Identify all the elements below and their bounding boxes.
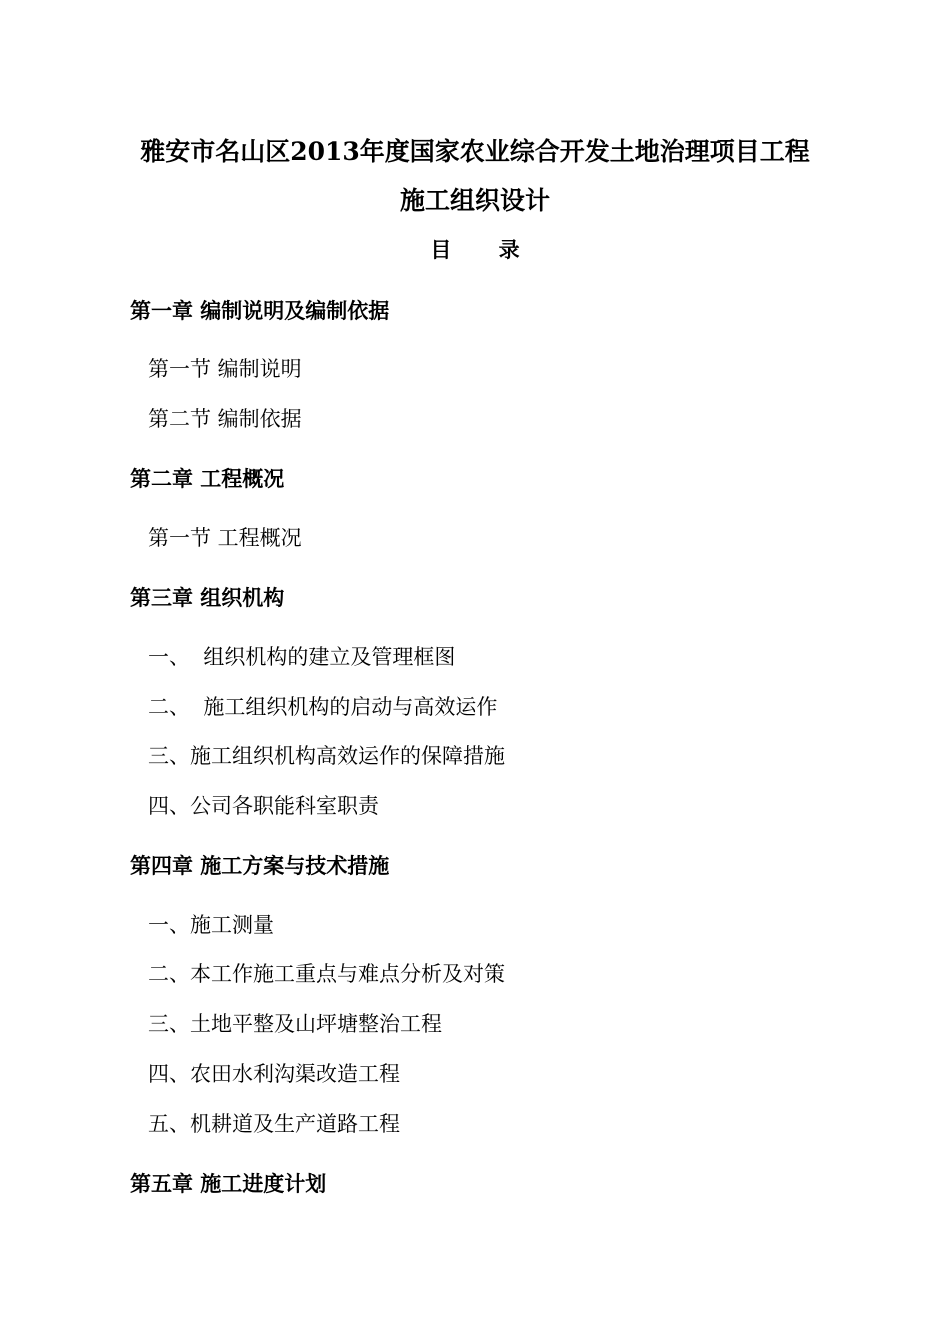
toc-section-2-1[interactable]: 第一节 工程概况 xyxy=(148,526,302,550)
toc-section-4-3[interactable]: 三、土地平整及山坪塘整治工程 xyxy=(148,1012,442,1036)
toc-section-3-3[interactable]: 三、施工组织机构高效运作的保障措施 xyxy=(148,744,505,768)
toc-heading: 目 录 xyxy=(430,237,540,262)
toc-chapter-3[interactable]: 第三章 组织机构 xyxy=(130,585,285,610)
toc-chapter-4[interactable]: 第四章 施工方案与技术措施 xyxy=(130,853,390,878)
toc-chapter-5[interactable]: 第五章 施工进度计划 xyxy=(130,1171,327,1196)
toc-section-1-1[interactable]: 第一节 编制说明 xyxy=(148,357,302,381)
toc-section-4-5[interactable]: 五、机耕道及生产道路工程 xyxy=(148,1112,400,1136)
toc-section-4-4[interactable]: 四、农田水利沟渠改造工程 xyxy=(148,1062,400,1086)
toc-section-1-2[interactable]: 第二节 编制依据 xyxy=(148,407,302,431)
toc-section-4-2[interactable]: 二、本工作施工重点与难点分析及对策 xyxy=(148,962,505,986)
toc-chapter-1[interactable]: 第一章 编制说明及编制依据 xyxy=(130,298,390,323)
toc-section-3-4[interactable]: 四、公司各职能科室职责 xyxy=(148,794,379,818)
toc-chapter-2[interactable]: 第二章 工程概况 xyxy=(130,466,285,491)
toc-section-4-1[interactable]: 一、施工测量 xyxy=(148,913,274,937)
document-subtitle: 施工组织设计 xyxy=(399,186,550,215)
toc-section-3-1[interactable]: 一、 组织机构的建立及管理框图 xyxy=(148,645,456,669)
document-title: 雅安市名山区2013年度国家农业综合开发土地治理项目工程 xyxy=(140,137,810,166)
toc-section-3-2[interactable]: 二、 施工组织机构的启动与高效运作 xyxy=(148,695,498,719)
